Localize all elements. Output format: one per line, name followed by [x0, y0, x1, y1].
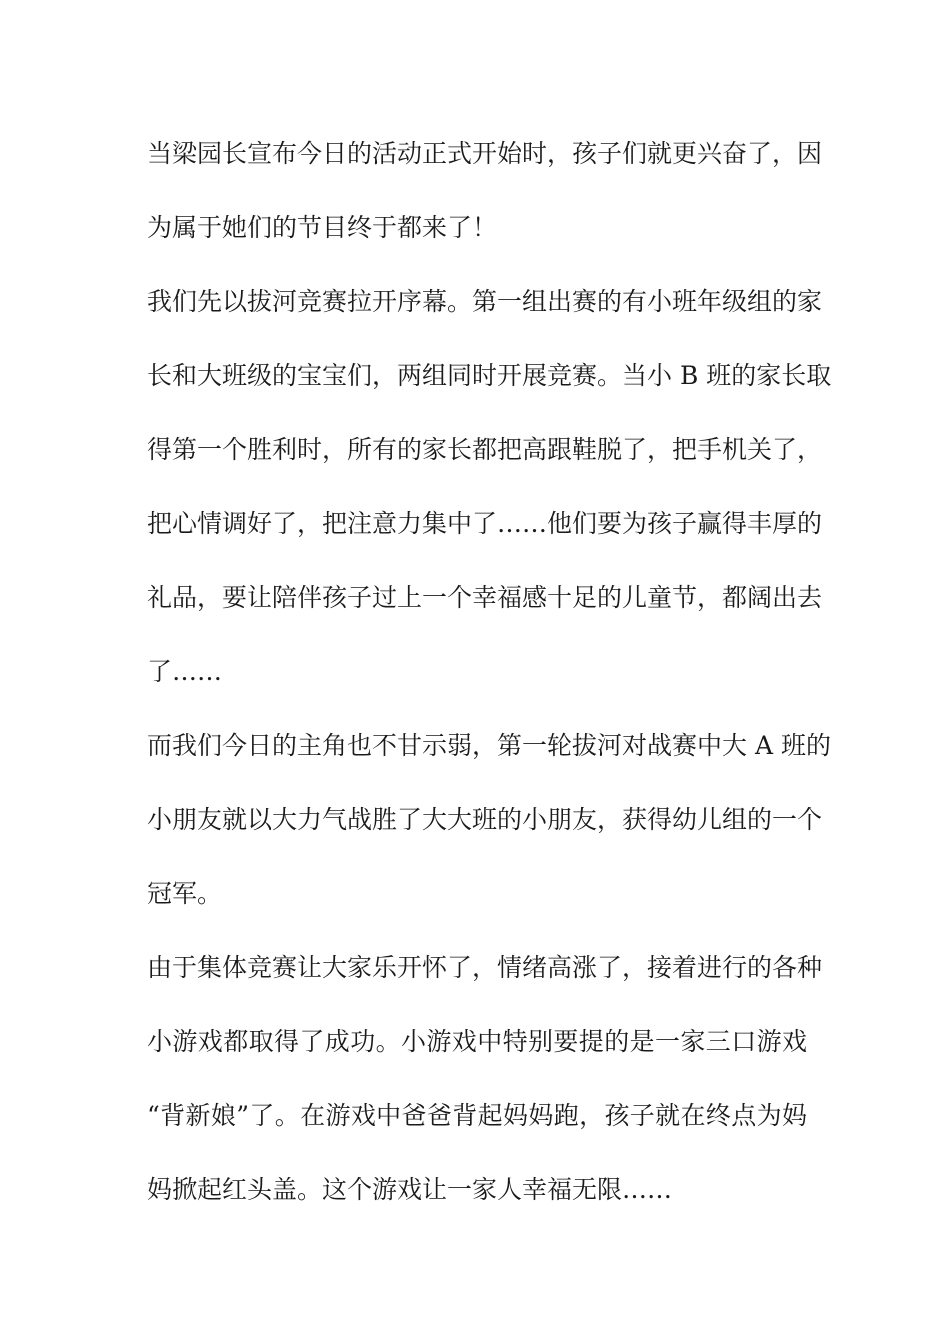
text-line: 妈掀起红头盖。这个游戏让一家人幸福无限…… [147, 1175, 673, 1204]
text-line: 而我们今日的主角也不甘示弱，第一轮拔河对战赛中大 A 班的 [147, 731, 831, 760]
text-line: 把心情调好了，把注意力集中了……他们要为孩子赢得丰厚的 [147, 509, 823, 538]
text-line: 冠军。 [147, 879, 223, 908]
text-line: 了…… [147, 657, 223, 686]
text-line: 小朋友就以大力气战胜了大大班的小朋友，获得幼儿组的一个 [147, 805, 823, 834]
text-line: 我们先以拔河竞赛拉开序幕。第一组出赛的有小班年级组的家 [147, 287, 823, 316]
text-line: “背新娘”了。在游戏中爸爸背起妈妈跑，孩子就在终点为妈 [147, 1101, 807, 1130]
text-line: 得第一个胜利时，所有的家长都把高跟鞋脱了，把手机关了， [147, 435, 823, 464]
text-line: 当梁园长宣布今日的活动正式开始时，孩子们就更兴奋了，因 [147, 139, 823, 168]
text-line: 礼品，要让陪伴孩子过上一个幸福感十足的儿童节，都阔出去 [147, 583, 823, 612]
text-line: 由于集体竞赛让大家乐开怀了，情绪高涨了，接着进行的各种 [147, 953, 823, 982]
text-line: 小游戏都取得了成功。小游戏中特别要提的是一家三口游戏 [147, 1027, 807, 1056]
text-line: 长和大班级的宝宝们，两组同时开展竞赛。当小 B 班的家长取 [147, 361, 832, 390]
text-line: 为属于她们的节目终于都来了！ [147, 213, 498, 242]
